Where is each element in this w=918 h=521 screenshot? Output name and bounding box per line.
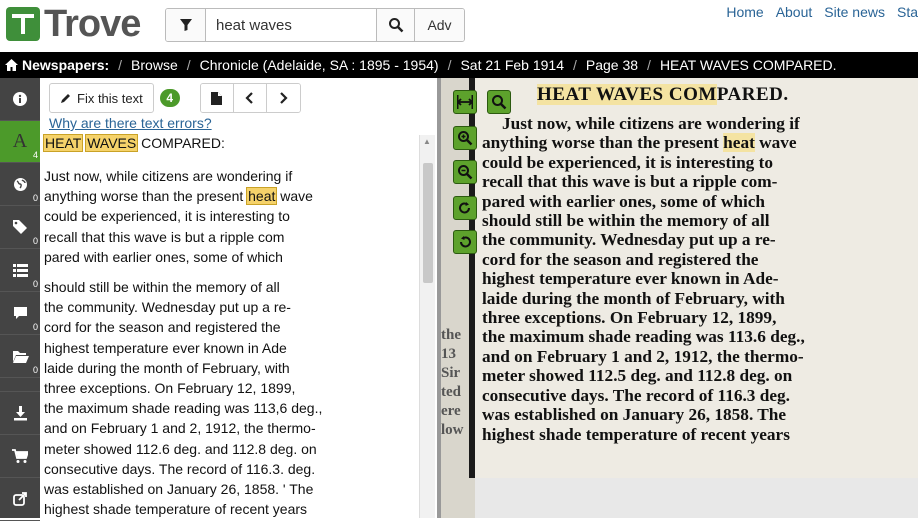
text-line: was established on January 26, 1858. ' The [44, 481, 314, 498]
sidebar-count: 0 [32, 279, 38, 289]
folder-icon [12, 349, 29, 363]
trove-logo-mark [6, 7, 40, 41]
zoom-search-icon [491, 94, 507, 110]
breadcrumb-article: HEAT WAVES COMPARED. [659, 57, 837, 73]
chevron-right-icon [279, 92, 288, 104]
share-icon [13, 492, 28, 506]
sidebar-count: 0 [32, 193, 38, 203]
adjacent-column-image: the 13 Sir ted ere low [441, 78, 475, 518]
previous-button[interactable] [234, 84, 267, 112]
scan-heading: HEAT WAVES COMPARED. [537, 84, 789, 105]
pencil-icon [60, 92, 72, 104]
view-page-button[interactable] [201, 84, 234, 112]
breadcrumb: Newspapers : / Browse / Chronicle (Adelaide, SA : 1895 - 1954) / Sat 21 Feb 1914 / Page 38 / HEAT WAVES COMPARED. [0, 52, 918, 78]
sidebar-count: 4 [32, 150, 38, 160]
scan-text-line: Just now, while citizens are wondering if [502, 114, 800, 133]
text-toolbar [49, 83, 301, 113]
search-icon [388, 17, 404, 33]
site-news-link[interactable]: Site news [824, 4, 885, 20]
rotate-left-icon [457, 234, 473, 250]
search-bar [165, 8, 465, 42]
text-errors-link[interactable]: Why are there text errors? [49, 115, 212, 131]
scan-text-line: pared with earlier ones, some of which [482, 191, 766, 211]
download-icon [13, 406, 28, 421]
sidebar-count: 0 [32, 365, 38, 375]
sidebar-count: 0 [32, 236, 38, 246]
breadcrumb-title[interactable]: Chronicle (Adelaide, SA : 1895 - 1954) [199, 57, 439, 73]
scrollbar-thumb[interactable] [423, 163, 433, 283]
chevron-left-icon [245, 92, 254, 104]
scan-text-line: three exceptions. On February 12, 1899, [482, 308, 777, 328]
sidebar-item-globe[interactable] [0, 163, 40, 206]
sidebar-count: 0 [32, 322, 38, 332]
text-line: consecutive days. The record of 116.3. deg. [44, 460, 316, 477]
correction-count-badge: 4 [160, 89, 180, 107]
text-line: laide during the month of February, with [44, 359, 290, 376]
rotate-right-button[interactable] [453, 196, 477, 220]
breadcrumb-date[interactable]: Sat 21 Feb 1914 [460, 57, 564, 73]
zoom-out-button[interactable] [453, 160, 477, 184]
text-icon: A [12, 130, 28, 152]
text-line: the maximum shade reading was 113,6 deg., [44, 400, 323, 417]
breadcrumb-newspapers: Newspapers [22, 57, 105, 73]
search-highlight: HEAT [45, 135, 82, 151]
list-icon [13, 264, 28, 277]
sidebar-item-folders[interactable] [0, 335, 40, 378]
info-icon [13, 92, 27, 106]
top-nav [726, 4, 918, 20]
text-line: should still be within the memory of all [44, 279, 280, 296]
sidebar-item-info[interactable] [0, 78, 40, 121]
newspaper-scan [475, 78, 918, 478]
scan-text-line: anything worse than the present heat wave [482, 133, 797, 153]
home-icon [4, 58, 19, 72]
text-line: recall that this wave is but a ripple com [44, 228, 285, 245]
breadcrumb-home[interactable]: Newspapers : [4, 57, 109, 73]
scan-text-line: should still be within the memory of all [482, 211, 770, 231]
sidebar-item-text[interactable] [0, 121, 40, 163]
scan-text-line: consecutive days. The record of 116.3 deg. [482, 385, 791, 405]
fix-text-button[interactable] [49, 83, 154, 113]
scan-text-line: cord for the season and registered the [482, 249, 759, 269]
site-header [0, 0, 918, 52]
search-input[interactable] [206, 9, 376, 41]
sidebar-item-share[interactable] [0, 478, 40, 521]
zoom-in-icon [457, 130, 473, 146]
scan-text-line: laide during the month of February, with [482, 288, 785, 308]
ocr-text-panel [40, 78, 437, 518]
text-line: and on February 1 and 2, 1912, the thermo- [44, 420, 316, 437]
tag-icon [12, 219, 28, 235]
sidebar-item-download[interactable] [0, 392, 40, 435]
sidebar-item-tags[interactable] [0, 206, 40, 249]
scan-text-line: meter showed 112.5 deg. and 112.8 deg. on [482, 366, 793, 386]
text-line: three exceptions. On February 12, 1899, [44, 380, 296, 397]
scan-text-line: was established on January 26, 1858. The [482, 405, 787, 425]
scan-text-line: highest shade temperature of recent years [482, 424, 790, 444]
fix-text-label: Fix this text [77, 90, 143, 106]
comment-icon [13, 306, 28, 320]
rotate-left-button[interactable] [453, 230, 477, 254]
fit-width-button[interactable] [453, 90, 477, 114]
zoom-out-icon [457, 164, 473, 180]
fit-width-icon [457, 95, 473, 109]
search-button[interactable] [376, 9, 414, 41]
filter-icon [179, 18, 193, 32]
scan-highlight: heat [723, 133, 755, 153]
scan-text-line: highest temperature ever known in Ade- [482, 269, 779, 289]
home-link[interactable]: Home [726, 4, 764, 20]
text-line: Just now, while citizens are wondering if [44, 168, 293, 184]
article-sidebar [0, 78, 40, 518]
scan-text-line: the maximum shade reading was 113.6 deg., [482, 327, 805, 347]
article-heading: HEAT WAVES COMPARED: [45, 135, 225, 151]
text-nav-group [200, 83, 301, 113]
text-line: highest temperature ever known in Ade [44, 339, 287, 356]
filter-button[interactable] [166, 9, 206, 41]
text-line: highest shade temperature of recent years [44, 501, 308, 518]
sidebar-item-comments[interactable] [0, 292, 40, 335]
text-line: could be experienced, it is interesting to [44, 208, 290, 225]
breadcrumb-browse[interactable]: Browse [131, 57, 178, 73]
text-line: pared with earlier ones, some of which [44, 248, 283, 265]
sidebar-item-cart[interactable] [0, 435, 40, 478]
logo-text: Trove [44, 3, 141, 45]
scan-highlight: HEAT WAVES COM [537, 84, 717, 105]
scan-text-line: and on February 1 and 2, 1912, the thermo- [482, 346, 804, 366]
scan-text-line: could be experienced, it is interesting to [482, 152, 774, 172]
zoom-in-button[interactable] [453, 126, 477, 150]
advanced-search-button[interactable]: Adv [414, 9, 464, 41]
next-button[interactable] [267, 84, 300, 112]
scan-text-body [482, 114, 805, 444]
globe-icon [13, 177, 28, 192]
text-line: meter showed 112.6 deg. and 112.8 deg. on [44, 440, 317, 457]
scan-text-line: recall that this wave is but a ripple com- [482, 172, 778, 192]
text-scrollbar[interactable] [419, 135, 435, 518]
cart-icon [12, 449, 28, 464]
about-link[interactable]: About [775, 4, 813, 20]
scroll-up-icon[interactable]: ▲ [423, 137, 431, 146]
search-highlight: WAVES [87, 135, 137, 151]
page-image-viewer[interactable] [441, 78, 918, 518]
zoom-to-article-button[interactable] [487, 90, 511, 114]
breadcrumb-page[interactable]: Page 38 [585, 57, 639, 73]
search-highlight: heat [248, 188, 276, 205]
text-line: anything worse than the present heat wave [44, 188, 313, 205]
text-line: the community. Wednesday put up a re- [44, 299, 291, 316]
trove-logo[interactable] [6, 5, 140, 43]
ocr-text-body [44, 166, 414, 519]
stats-link[interactable]: Sta [896, 4, 918, 20]
scan-text-line: the community. Wednesday put up a re- [482, 230, 776, 250]
document-icon [211, 92, 222, 105]
rotate-right-icon [457, 200, 473, 216]
text-line: cord for the season and registered the [44, 319, 281, 336]
sidebar-item-lists[interactable] [0, 249, 40, 292]
